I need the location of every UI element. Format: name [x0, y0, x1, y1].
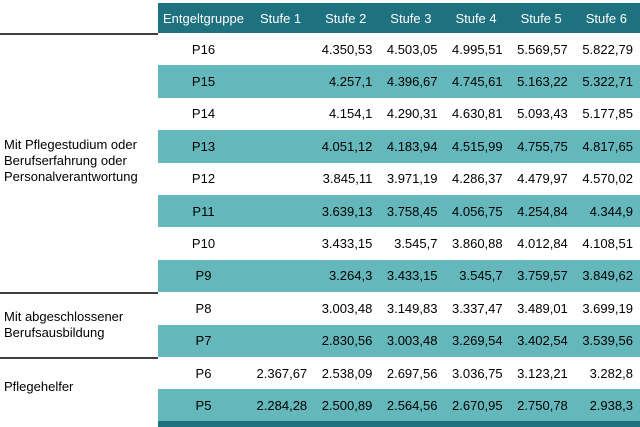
value-cell-stufe-6: 2.938,3 [589, 398, 633, 414]
header-cell-stufe-2: Stufe 2 [325, 10, 367, 26]
value-cell-stufe-3: 4.503,05 [386, 41, 438, 57]
entgeltgruppe-cell: P16 [191, 41, 216, 57]
entgeltgruppe-cell: P6 [195, 365, 212, 381]
value-cell-stufe-6: 3.282,8 [589, 365, 633, 381]
header-cell-stufe-1: Stufe 1 [259, 10, 302, 26]
value-cell-stufe-3: 3.545,7 [394, 236, 438, 252]
value-cell-stufe-5: 4.479,97 [517, 171, 568, 187]
value-cell-stufe-1: 2.367,67 [256, 365, 308, 381]
value-cell-stufe-6: 3.699,19 [582, 300, 633, 316]
value-cell-stufe-5: 2.750,78 [517, 398, 568, 414]
value-cell-stufe-2: 3.264,3 [328, 268, 373, 284]
value-cell-stufe-2: 2.830,56 [321, 333, 373, 349]
value-cell-stufe-4: 4.056,75 [452, 203, 503, 219]
value-cell-stufe-3: 4.396,67 [386, 74, 438, 90]
entgeltgruppe-cell: P10 [191, 236, 216, 252]
row-group-label-line: Berufsausbildung [4, 325, 105, 340]
value-cell-stufe-2: 3.845,11 [322, 171, 373, 187]
entgeltgruppe-cell: P5 [195, 398, 212, 414]
value-cell-stufe-3: 3.433,15 [386, 268, 438, 284]
table-row-p12 [158, 163, 640, 195]
row-group-label-line: Berufserfahrung oder [4, 153, 127, 168]
value-cell-stufe-2: 4.350,53 [321, 41, 373, 57]
entgeltgruppe-cell: P12 [191, 171, 216, 187]
table-row-p11 [158, 195, 640, 227]
value-cell-stufe-2: 4.257,1 [328, 74, 373, 90]
entgeltgruppe-cell: P15 [191, 74, 216, 90]
entgeltgruppe-cell: P13 [191, 138, 216, 154]
value-cell-stufe-4: 3.269,54 [452, 333, 503, 349]
entgeltgruppe-cell: P7 [195, 333, 212, 349]
value-cell-stufe-4: 3.860,88 [452, 236, 503, 252]
value-cell-stufe-5: 5.093,43 [517, 106, 568, 122]
value-cell-stufe-5: 3.402,54 [517, 333, 568, 349]
value-cell-stufe-6: 5.322,71 [582, 74, 633, 90]
value-cell-stufe-3: 3.003,48 [386, 333, 438, 349]
value-cell-stufe-2: 3.433,15 [321, 236, 373, 252]
value-cell-stufe-5: 3.759,57 [517, 268, 568, 284]
value-cell-stufe-6: 4.344,9 [589, 203, 633, 219]
table-header-row [158, 3, 640, 33]
value-cell-stufe-6: 5.177,85 [582, 106, 633, 122]
value-cell-stufe-5: 4.755,75 [517, 138, 568, 154]
value-cell-stufe-6: 3.849,62 [582, 268, 633, 284]
row-group-label-berufsausbildung [4, 309, 156, 341]
value-cell-stufe-3: 3.971,19 [386, 171, 438, 187]
table-row-p5 [158, 389, 640, 421]
table-row-p8 [158, 292, 640, 324]
entgeltgruppe-cell: P11 [192, 203, 215, 219]
header-cell-entgeltgruppe: Entgeltgruppe [163, 10, 244, 26]
row-group-label-line: Personalverantwortung [4, 169, 138, 184]
value-cell-stufe-3: 4.290,31 [386, 106, 438, 122]
header-cell-stufe-5: Stufe 5 [520, 10, 562, 26]
value-cell-stufe-5: 5.569,57 [517, 41, 568, 57]
entgeltgruppe-cell: P8 [195, 300, 212, 316]
value-cell-stufe-6: 3.539,56 [582, 333, 633, 349]
value-cell-stufe-6: 5.822,79 [582, 41, 633, 57]
value-cell-stufe-4: 3.545,7 [459, 268, 503, 284]
value-cell-stufe-2: 4.051,12 [321, 138, 373, 154]
value-cell-stufe-6: 4.108,51 [582, 236, 633, 252]
table-row-p6 [158, 357, 640, 389]
value-cell-stufe-2: 3.639,13 [321, 203, 373, 219]
table-row-p10 [158, 227, 640, 259]
row-group-label-line: Mit abgeschlossener [4, 309, 124, 324]
value-cell-stufe-4: 4.745,61 [452, 74, 503, 90]
value-cell-stufe-6: 4.570,02 [582, 171, 633, 187]
table-row-p7 [158, 325, 640, 357]
value-cell-stufe-4: 2.670,95 [452, 398, 503, 414]
value-cell-stufe-4: 4.515,99 [452, 138, 503, 154]
value-cell-stufe-3: 2.564,56 [386, 398, 438, 414]
value-cell-stufe-3: 3.149,83 [386, 300, 438, 316]
row-group-label-pflegestudium [4, 137, 156, 185]
row-group-label-pflegehelfer [4, 379, 156, 395]
table-row-p15 [158, 65, 640, 97]
entgeltgruppe-cell: P14 [191, 106, 216, 122]
value-cell-stufe-2: 2.500,89 [321, 398, 373, 414]
table-row-p9 [158, 260, 640, 292]
value-cell-stufe-4: 4.995,51 [452, 41, 503, 57]
separator-line-top [0, 33, 159, 35]
table-bottom-bar [158, 421, 640, 427]
value-cell-stufe-5: 3.489,01 [517, 300, 568, 316]
row-group-label-line: Mit Pflegestudium oder [4, 137, 137, 152]
header-cell-stufe-6: Stufe 6 [585, 10, 627, 26]
value-cell-stufe-4: 3.036,75 [452, 365, 503, 381]
value-cell-stufe-2: 3.003,48 [321, 300, 373, 316]
value-cell-stufe-4: 4.630,81 [452, 106, 503, 122]
value-cell-stufe-3: 4.183,94 [386, 138, 438, 154]
value-cell-stufe-5: 3.123,21 [517, 365, 568, 381]
value-cell-stufe-5: 4.012,84 [517, 236, 568, 252]
value-cell-stufe-5: 4.254,84 [517, 203, 568, 219]
header-cell-stufe-3: Stufe 3 [390, 10, 432, 26]
value-cell-stufe-5: 5.163,22 [517, 74, 568, 90]
value-cell-stufe-3: 3.758,45 [386, 203, 438, 219]
value-cell-stufe-2: 2.538,09 [321, 365, 373, 381]
value-cell-stufe-6: 4.817,65 [582, 138, 633, 154]
entgeltgruppe-cell: P9 [195, 268, 212, 284]
value-cell-stufe-4: 3.337,47 [452, 300, 503, 316]
value-cell-stufe-1: 2.284,28 [256, 398, 308, 414]
header-cell-stufe-4: Stufe 4 [455, 10, 497, 26]
value-cell-stufe-3: 2.697,56 [386, 365, 438, 381]
value-cell-stufe-2: 4.154,1 [328, 106, 373, 122]
table-row-p14 [158, 98, 640, 130]
table-row-p13 [158, 130, 640, 162]
table-row-p16 [158, 33, 640, 65]
row-group-label-line: Pflegehelfer [4, 379, 74, 394]
value-cell-stufe-4: 4.286,37 [452, 171, 503, 187]
